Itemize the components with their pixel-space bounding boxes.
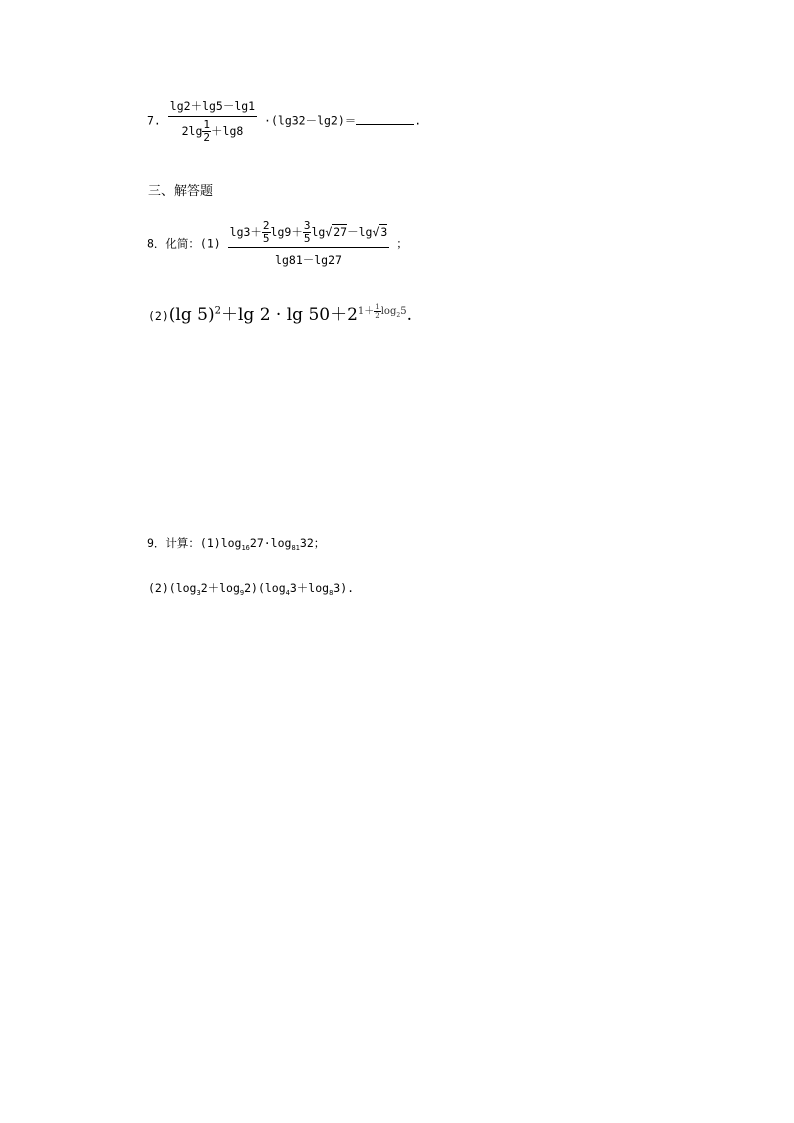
q9-p2-base-3: 3 [196,589,201,597]
q7-den-suffix: ＋lg8 [211,124,244,138]
q8-part2-label: (2) [148,309,169,323]
q8-sqrt-27: 27 [333,225,348,239]
q7-number: 7. [147,113,161,128]
q8-part2-exp-base: 2 [396,311,401,319]
q8-part2-exp-frac-num: 1 [375,302,380,311]
q9-p2-base-9: 9 [239,589,245,597]
q7-den-fraction [202,119,211,144]
q7-tail: ·(lg32－lg2)＝ [264,113,357,128]
q9-p2-c: 2＋log [200,581,240,595]
q8-f1-num: 2 [262,219,270,232]
q9-p2-f: 3). [333,581,355,595]
question-8-part-2 [148,300,412,325]
q8-denominator: lg81－lg27 [275,253,342,267]
q8-f2-den: 5 [303,232,311,245]
q9-number: 9．计算：(1)log [147,536,242,550]
q8-f1-den: 5 [262,232,270,245]
q7-den-prefix: 2lg [181,124,203,138]
q8-part2-exp-b1: 1＋ [357,305,375,317]
q8-sqrt-3: 3 [380,225,388,239]
q9-p2-d: 2)(log [244,581,286,595]
question-8 [147,220,408,268]
q9-base-81: 81 [291,544,300,552]
q9-p2-base-8: 8 [329,589,334,597]
q8-frac-2-5 [262,220,271,245]
q8-number: 8．化简：(1) [147,236,221,251]
q9-mid: 27·log [249,536,292,550]
section-title: 三、解答题 [148,184,214,199]
q8-part2-end: . [406,305,412,325]
q8-fraction [228,220,390,268]
q8-part2-exp-log: log [380,305,397,317]
q7-end: . [414,113,422,128]
q9-p2-a: (2)(log [148,581,197,595]
q7-answer-blank [356,114,414,125]
q9-p2-e: 3＋log [289,581,330,595]
q8-part2-expr-a: (lg 5) [168,305,215,325]
q8-numerator: lg3＋ $\frac{2}{5}$ lg9＋ $\frac{3}{5}$ lg√27－lg√3 [228,220,390,248]
q8-num-d: －lg [347,225,373,239]
q7-numerator: lg2＋lg5－lg1 [168,98,257,117]
q8-part2-exp-b3: 5 [400,305,407,317]
q8-part2-exp-a: 2 [214,305,221,317]
q8-part2-exponent [357,302,407,320]
q8-part2-exp-frac-den: 2 [375,311,380,320]
q8-f2-num: 3 [303,219,311,232]
q8-num-c: lg [311,225,326,239]
q8-num-a: lg3＋ [229,225,262,239]
question-9 [147,535,325,551]
q9-base-16: 16 [241,544,250,552]
q8-part2-expr-b: ＋lg 2 · lg 50＋2 [220,305,358,325]
q9-p2-base-4: 4 [285,589,290,597]
q7-den-frac-den: 2 [203,131,211,144]
question-9-part-2 [148,580,354,596]
q8-num-b: lg9＋ [270,225,303,239]
q7-denominator [180,117,246,144]
q9-end: 32； [299,536,326,550]
q7-den-frac-num: 1 [203,118,211,131]
question-7 [147,98,421,144]
q7-fraction [168,98,257,144]
q8-end: ； [396,236,408,251]
